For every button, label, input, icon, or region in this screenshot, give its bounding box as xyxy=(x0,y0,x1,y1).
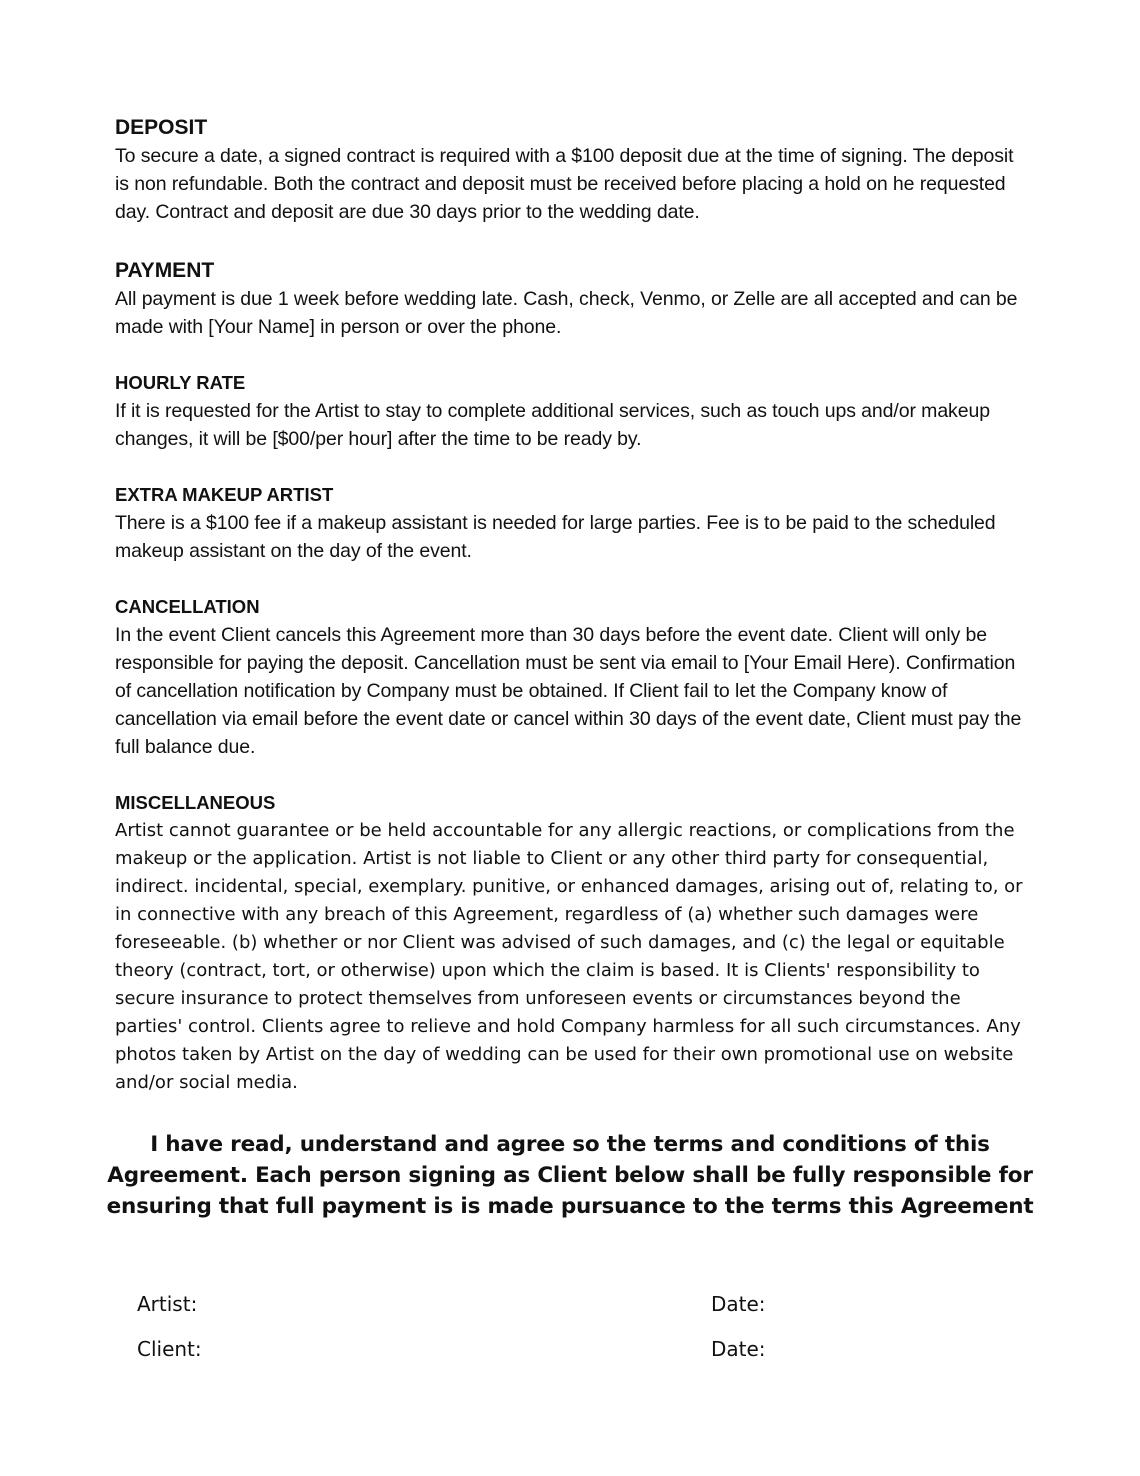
miscellaneous-section xyxy=(115,789,1030,1097)
extra-makeup-artist-heading: EXTRA MAKEUP ARTIST xyxy=(115,484,334,505)
deposit-text: To secure a date, a signed contract is required with a $100 deposit due at the time of signing. The deposit is non refundable. Both the contract and deposit must be received before placing a hold on he requested day. Contract and deposit are due 30 days prior to the wedding date. xyxy=(115,145,1014,223)
extra-makeup-artist-text: There is a $100 fee if a makeup assistant is needed for large parties. Fee is to be paid to the scheduled makeup assistant on the day of the event. xyxy=(115,512,996,562)
artist-signature-label: Artist: xyxy=(137,1292,198,1316)
cancellation-text: In the event Client cancels this Agreement more than 30 days before the event date. Client will only be responsible for paying the deposit. Cancellation must be sent via email to [Your Email Here). Confirmation of cancellation notification by Company must be obtained. If Client fail to let the Company know of cancellation via email before the event date or cancel within 30 days of the event date, Client must pay the full balance due. xyxy=(115,624,1022,758)
artist-date-label: Date: xyxy=(711,1292,766,1316)
cancellation-section xyxy=(115,593,1030,761)
client-signature-label: Client: xyxy=(137,1337,202,1361)
extra-makeup-artist-section xyxy=(115,481,1030,565)
miscellaneous-text: Artist cannot guarantee or be held accountable for any allergic reactions, or complications from the makeup or the application. Artist is not liable to Client or any other third party for consequential, indirect. incidental, special, exemplary. punitive, or enhanced damages, arising out of, relating to, or in connective with any breach of this Agreement, regardless of (a) whether such damages were foreseeable. (b) whether or nor Client was advised of such damages, and (c) the legal or equitable theory (contract, tort, or otherwise) upon which the claim is based. It is Clients' responsibility to secure insurance to protect themselves from unforeseen events or circumstances beyond the parties' control. Clients agree to relieve and hold Company harmless for all such circumstances. Any photos taken by Artist on the day of wedding can be used for their own promotional use on website and/or social media. xyxy=(115,820,1023,1093)
cancellation-heading: CANCELLATION xyxy=(115,596,260,617)
client-date-label: Date: xyxy=(711,1337,766,1361)
agreement-statement: I have read, understand and agree so the terms and conditions of this Agreement. Each person signing as Client below shall be fully responsible for ensuring that full payment is is made pursuance to the terms this Agreement xyxy=(106,1132,1034,1219)
hourly-rate-section xyxy=(115,369,1030,453)
miscellaneous-heading: MISCELLANEOUS xyxy=(115,792,276,813)
hourly-rate-text: If it is requested for the Artist to stay to complete additional services, such as touch ups and/or makeup changes, it will be [$00/per hour] after the time to be ready by. xyxy=(115,400,990,450)
deposit-section xyxy=(115,114,1030,226)
hourly-rate-heading: HOURLY RATE xyxy=(115,372,246,393)
payment-section xyxy=(115,257,1030,341)
deposit-heading: DEPOSIT xyxy=(115,116,208,139)
payment-heading: PAYMENT xyxy=(115,259,215,282)
payment-text: All payment is due 1 week before wedding late. Cash, check, Venmo, or Zelle are all accepted and can be made with [Your Name] in person or over the phone. xyxy=(115,288,1018,338)
